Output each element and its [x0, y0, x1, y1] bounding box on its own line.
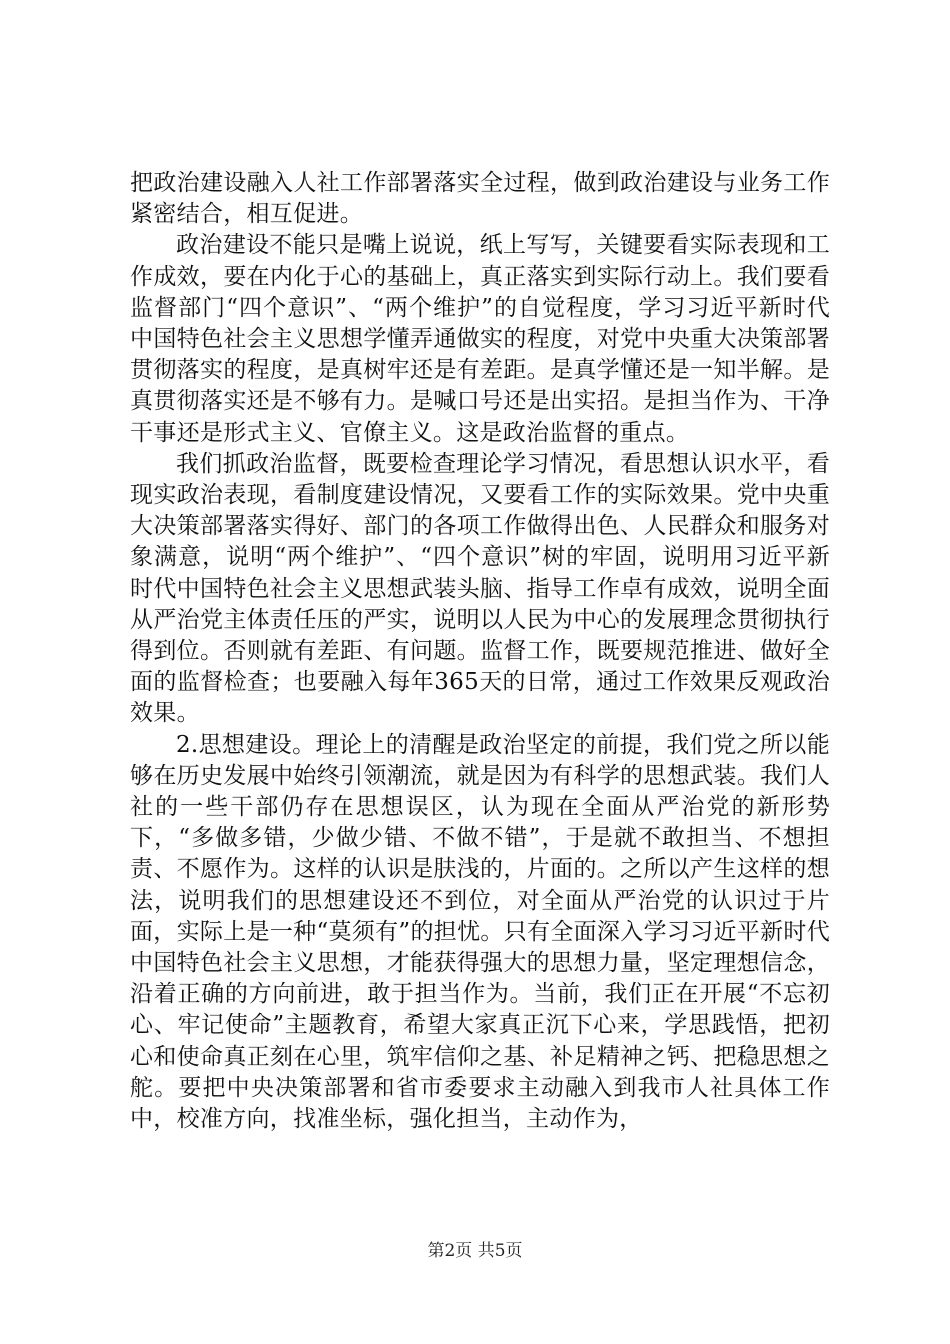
paragraph-political-supervision: 我们抓政治监督，既要检查理论学习情况，看思想认识水平，看现实政治表现，看制度建设情况，又要看工作的实际效果。党中央重大决策部署落实得好、部门的各项工作做得出色、人民群众和服务对象满意，说明“两个维护”、“四个意识”树的牢固，说明用习近平新时代中国特色社会主义思想武装头脑、指导工作卓有成效，说明全面从严治党主体责任压的严实，说明以人民为中心的发展理念贯彻执行得到位。否则就有差距、有问题。监督工作，既要规范推进、做好全面的监督检查；也要融入每年365天的日常，通过工作效果反观政治效果。	[130, 450, 830, 727]
paragraph-political-building-practice: 政治建设不能只是嘴上说说，纸上写写，关键要看实际表现和工作成效，要在内化于心的基础上，真正落实到实际行动上。我们要看监督部门“四个意识”、“两个维护”的自觉程度，学习习近平新时代中国特色社会主义思想学懂弄通做实的程度，对党中央重大决策部署贯彻落实的程度，是真树牢还是有差距。是真学懂还是一知半解。是真贯彻落实还是不够有力。是喊口号还是出实招。是担当作为、干净干事还是形式主义、官僚主义。这是政治监督的重点。	[130, 232, 830, 446]
paragraph-continuation: 把政治建设融入人社工作部署落实全过程，做到政治建设与业务工作紧密结合，相互促进。	[130, 170, 830, 228]
page-number-footer: 第2页 共5页	[427, 1241, 523, 1261]
paragraph-ideological-building: 2.思想建设。理论上的清醒是政治坚定的前提，我们党之所以能够在历史发展中始终引领潮流，就是因为有科学的思想武装。我们人社的一些干部仍存在思想误区，认为现在全面从严治党的新形势下，“多做多错，少做少错、不做不错”，于是就不敢担当、不想担责、不愿作为。这样的认识是肤浅的，片面的。之所以产生这样的想法，说明我们的思想建设还不到位，对全面从严治党的认识过于片面，实际上是一种“莫须有”的担忧。只有全面深入学习习近平新时代中国特色社会主义思想，才能获得强大的思想力量，坚定理想信念，沿着正确的方向前进，敢于担当作为。当前，我们正在开展“不忘初心、牢记使命”主题教育，希望大家真正沉下心来，学思践悟，把初心和使命真正刻在心里，筑牢信仰之基、补足精神之钙、把稳思想之舵。要把中央决策部署和省市委要求主动融入到我市人社具体工作中，校准方向，找准坐标，强化担当，主动作为，	[130, 731, 830, 1133]
document-body	[130, 168, 830, 1135]
